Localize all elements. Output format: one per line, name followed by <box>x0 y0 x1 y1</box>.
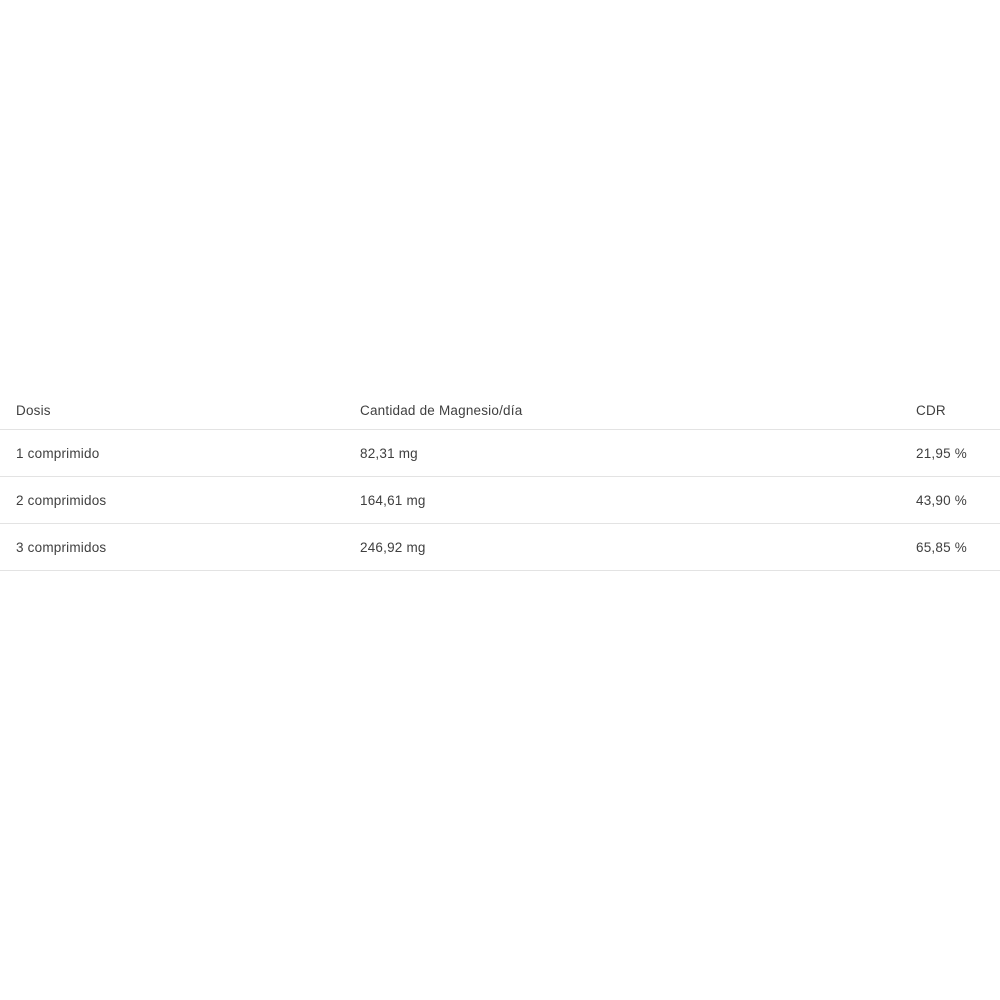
column-header-cdr: CDR <box>916 403 946 418</box>
dosis-value: 1 comprimido <box>16 445 100 461</box>
cantidad-value: 164,61 mg <box>360 492 426 508</box>
dosis-value: 2 comprimidos <box>16 492 107 508</box>
cdr-value: 21,95 % <box>916 445 967 461</box>
table-row <box>0 430 1000 477</box>
magnesium-dosage-table <box>0 392 1000 571</box>
cantidad-value: 246,92 mg <box>360 539 426 555</box>
table-row <box>0 477 1000 524</box>
column-header-dosis: Dosis <box>16 403 51 418</box>
cdr-value: 43,90 % <box>916 492 967 508</box>
cantidad-value: 82,31 mg <box>360 445 418 461</box>
table-row <box>0 524 1000 571</box>
table-header-row <box>0 392 1000 430</box>
dosis-value: 3 comprimidos <box>16 539 107 555</box>
column-header-cantidad-magnesio: Cantidad de Magnesio/día <box>360 403 523 418</box>
cdr-value: 65,85 % <box>916 539 967 555</box>
